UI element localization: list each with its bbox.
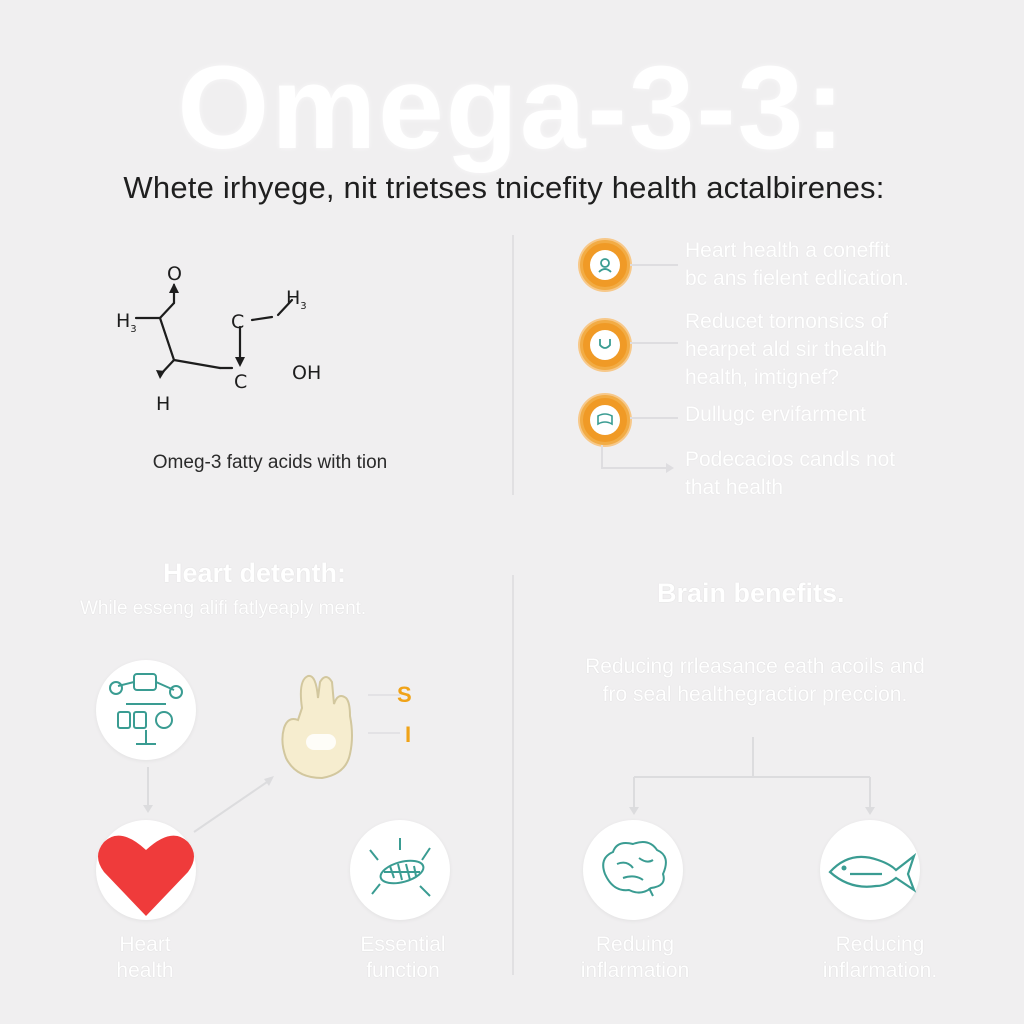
benefit-connectors: [600, 240, 690, 480]
atom-c-bottom: C: [234, 371, 248, 393]
arrow-diagonal: [190, 770, 280, 840]
fish-icon: [820, 820, 920, 920]
heart-circle: [96, 820, 196, 920]
fish-circle: [820, 820, 920, 920]
brain-branch-connector: [620, 735, 890, 820]
heart-section-subheading: While esseng alifi fatlyeaply ment.: [80, 598, 367, 619]
heart-icon: [96, 820, 196, 920]
brain-icon: [583, 820, 683, 920]
brain-section-text: Reducing rrleasance eath acoils and fro seal healthegractior preccion.: [585, 655, 925, 706]
atom-h3-left: $H_3$: [116, 310, 137, 335]
heart-section-heading: Heart detenth:: [163, 558, 347, 588]
heart-label: Heart health: [116, 933, 174, 982]
dna-label: Essential function: [360, 933, 446, 982]
dna-icon: [350, 820, 450, 920]
molecule-network-icon: [96, 660, 196, 760]
fish-label: Reducing inflarmation.: [822, 933, 938, 982]
atom-h3-right: $H_3$: [286, 287, 307, 312]
atom-o: O: [167, 263, 182, 285]
brain-label: Reduing inflarmation: [580, 933, 690, 982]
molecule-bonds: [60, 255, 480, 435]
dna-circle: [350, 820, 450, 920]
hand-icon: [272, 668, 372, 786]
benefit-text-4: Podecacios candls not that health: [685, 448, 896, 499]
atom-oh: OH: [292, 362, 322, 384]
marker-i: I: [405, 722, 412, 747]
page-subtitle: Whete irhyege, nit trietses tnicefity health actalbirenes:: [123, 170, 885, 205]
molecule-caption: Omeg-3 fatty acids with tion: [152, 452, 388, 473]
molecule-network-circle: [96, 660, 196, 760]
vertical-divider-top: [512, 235, 514, 495]
benefit-text-1: Heart health a coneffit bc ans fielent edlication.: [685, 239, 910, 290]
brain-circle: [583, 820, 683, 920]
marker-s: S: [397, 682, 412, 707]
brain-section-heading: Brain benefits.: [657, 578, 845, 608]
atom-c-top: C: [231, 311, 245, 333]
atom-h-bottom: H: [156, 393, 171, 415]
page-title: Omega-3-3:: [177, 42, 847, 174]
benefit-text-3: Dullugc ervifarment: [685, 403, 866, 426]
vertical-divider-bottom: [512, 575, 514, 975]
benefit-text-2: Reducet tornonsics of hearpet ald sir thealth health, imtignef?: [685, 310, 889, 389]
arrow-down-1: [140, 765, 156, 815]
molecule-diagram: [60, 255, 480, 435]
